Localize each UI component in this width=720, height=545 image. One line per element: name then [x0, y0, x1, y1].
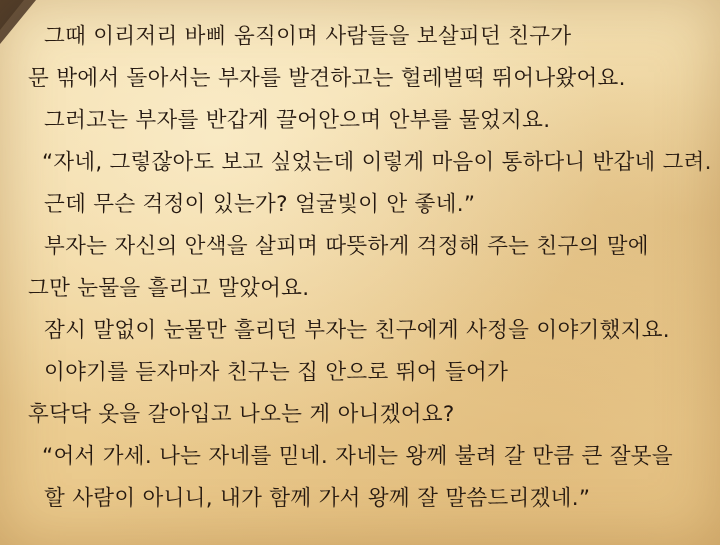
story-line-8: 잠시 말없이 눈물만 흘리던 부자는 친구에게 사정을 이야기했지요.: [44, 318, 670, 343]
story-line-4: “자네, 그렇잖아도 보고 싶었는데 이렇게 마음이 통하다니 반갑네 그려.: [42, 150, 712, 175]
story-line-5: 근데 무슨 걱정이 있는가? 얼굴빛이 안 좋네.”: [44, 192, 476, 217]
story-line-7: 그만 눈물을 흘리고 말았어요.: [28, 276, 310, 301]
story-line-6: 부자는 자신의 안색을 살피며 따뜻하게 걱정해 주는 친구의 말에: [44, 234, 649, 259]
page-corner-decoration: [0, 0, 36, 44]
story-line-3: 그러고는 부자를 반갑게 끌어안으며 안부를 물었지요.: [44, 108, 551, 133]
story-line-12: 할 사람이 아니니, 내가 함께 가서 왕께 잘 말씀드리겠네.”: [44, 486, 591, 511]
story-line-10: 후닥닥 옷을 갈아입고 나오는 게 아니겠어요?: [28, 402, 455, 427]
story-line-1: 그때 이리저리 바삐 움직이며 사람들을 보살피던 친구가: [44, 24, 572, 49]
story-line-11: “어서 가세. 나는 자네를 믿네. 자네는 왕께 불려 갈 만큼 큰 잘못을: [42, 444, 673, 469]
story-line-9: 이야기를 듣자마자 친구는 집 안으로 뛰어 들어가: [44, 360, 509, 385]
story-line-2: 문 밖에서 돌아서는 부자를 발견하고는 헐레벌떡 뛰어나왔어요.: [28, 66, 626, 91]
